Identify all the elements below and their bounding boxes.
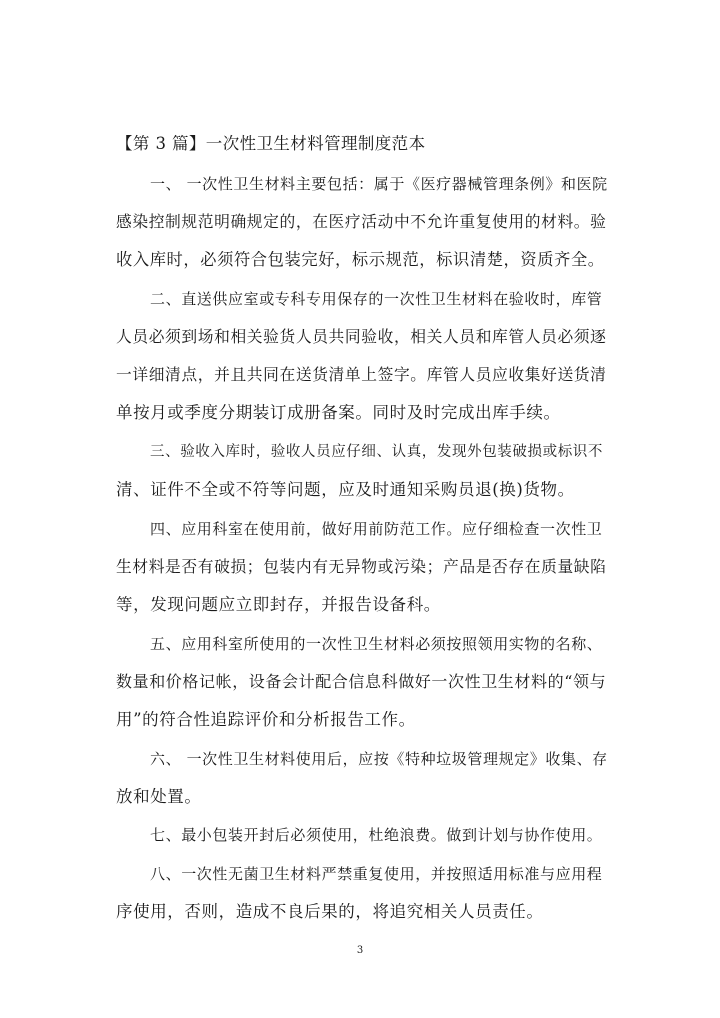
paragraph-line: 五、应用科室所使用的一次性卫生材料必须按照领用实物的名称、 <box>150 635 603 653</box>
document-title: 【第 3 篇】一次性卫生材料管理制度范本 <box>116 134 426 153</box>
paragraph-line: 人员必须到场和相关验货人员共同验收，相关人员和库管人员必须逐 <box>116 327 607 346</box>
paragraph-line: 放和处置。 <box>116 787 202 806</box>
paragraph-line: 感染控制规范明确规定的，在医疗活动中不允许重复使用的材料。验 <box>116 212 607 231</box>
paragraph-line: 八、一次性无菌卫生材料严禁重复使用，并按照适用标准与应用程 <box>150 865 603 883</box>
page-number: 3 <box>356 945 364 956</box>
paragraph-line: 七、最小包装开封后必须使用，杜绝浪费。做到计划与协作使用。 <box>150 826 603 844</box>
paragraph-line: 六、 一次性卫生材料使用后，应按《特种垃圾管理规定》收集、存 <box>150 750 608 768</box>
paragraph-line: 收入库时，必须符合包装完好，标示规范，标识清楚，资质齐全。 <box>116 250 605 269</box>
paragraph-line: 一、 一次性卫生材料主要包括：属于《医疗器械管理条例》和医院 <box>150 175 608 193</box>
paragraph-line: 数量和价格记帐，设备会计配合信息科做好一次性卫生材料的“领与 <box>116 672 607 691</box>
paragraph-line: 等，发现问题应立即封存，并报告设备科。 <box>116 595 441 614</box>
paragraph-line: 用”的符合性追踪评价和分析报告工作。 <box>116 710 416 729</box>
paragraph-line: 四、应用科室在使用前，做好用前防范工作。应仔细检查一次性卫 <box>150 520 603 538</box>
paragraph-line: 三、验收入库时，验收人员应仔细、认真，发现外包装破损或标识不 <box>150 444 603 460</box>
paragraph-line: 序使用，否则，造成不良后果的，将追究相关人员责任。 <box>116 902 544 921</box>
paragraph-line: 清、证件不全或不符等问题，应及时通知采购员退(换)货物。 <box>116 480 575 499</box>
paragraph-line: 二、直送供应室或专科专用保存的一次性卫生材料在验收时，库管 <box>150 290 603 308</box>
paragraph-line: 生材料是否有破损；包装内有无异物或污染；产品是否存在质量缺陷 <box>116 557 607 576</box>
paragraph-line: 单按月或季度分期装订成册备案。同时及时完成出库手续。 <box>116 403 561 422</box>
paragraph-line: 一详细清点，并且共同在送货清单上签字。库管人员应收集好送货清 <box>116 365 607 384</box>
